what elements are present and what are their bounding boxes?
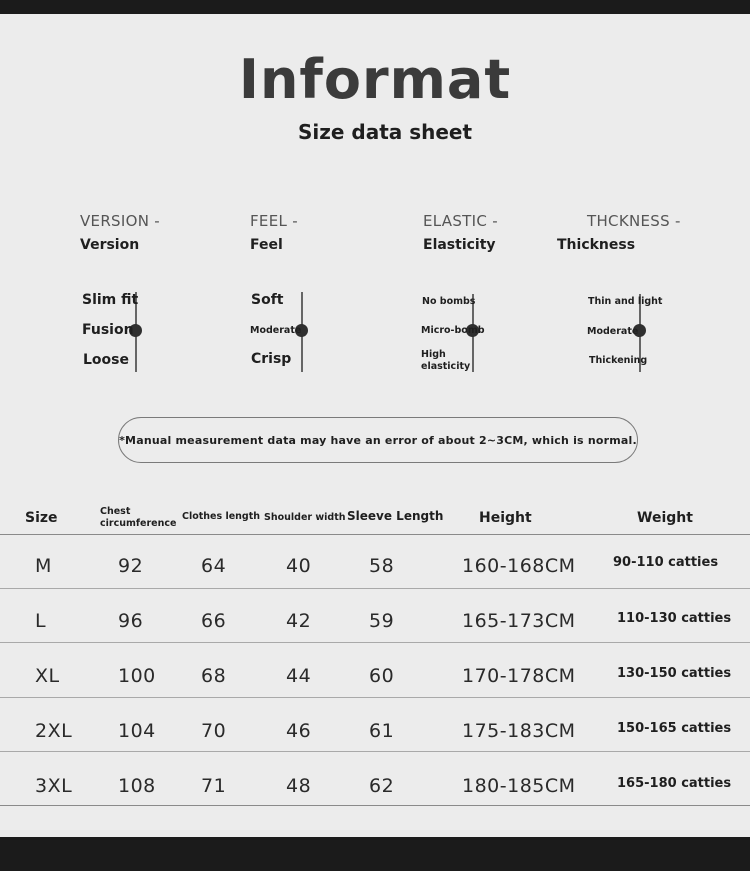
row-xl-length: 68 [201, 665, 227, 687]
elastic-option-high-elasticity: High elasticity [421, 349, 471, 372]
row-m-length: 64 [201, 555, 227, 577]
row-divider [0, 697, 750, 698]
header-shoulder-width: Shoulder width [264, 512, 346, 523]
row-xl-height: 170-178CM [462, 665, 576, 687]
elastic-option-no-bombs: No bombs [422, 296, 476, 307]
attr-version-lower: Version [80, 237, 140, 253]
row-3xl-weight: 165-180 catties [617, 776, 732, 791]
elastic-option-micro-bomb: Micro-bomb [421, 325, 485, 336]
row-m-weight: 90-110 catties [613, 555, 719, 570]
attr-version-upper: VERSION - [80, 212, 161, 230]
attr-thickness-upper: THCKNESS - [587, 212, 681, 230]
row-m-shoulder: 40 [286, 555, 312, 577]
top-border [0, 0, 750, 14]
row-xl-sleeve: 60 [369, 665, 395, 687]
header-weight: Weight [637, 510, 693, 526]
row-l-size: L [35, 610, 47, 632]
row-3xl-sleeve: 62 [369, 775, 395, 797]
page-title: Informat [238, 48, 512, 111]
thickness-option-thin-and-light: Thin and light [588, 296, 663, 307]
feel-option-crisp: Crisp [251, 351, 292, 367]
attr-elastic-lower: Elasticity [423, 237, 496, 253]
row-3xl-size: 3XL [35, 775, 73, 797]
page-subtitle: Size data sheet [297, 120, 473, 144]
attr-version [80, 212, 160, 253]
row-2xl-weight: 150-165 catties [617, 721, 732, 736]
row-xl-weight: 130-150 catties [617, 666, 732, 681]
attr-feel-lower: Feel [250, 237, 283, 253]
attr-thickness-lower: Thickness [557, 237, 636, 253]
row-xl-chest: 100 [118, 665, 156, 687]
row-2xl-size: 2XL [35, 720, 73, 742]
row-l-shoulder: 42 [286, 610, 312, 632]
table-bottom-line [0, 805, 750, 806]
row-divider [0, 642, 750, 643]
row-3xl-height: 180-185CM [462, 775, 576, 797]
row-m-chest: 92 [118, 555, 144, 577]
feel-option-moderate: Moderate [250, 325, 302, 336]
row-xl-size: XL [35, 665, 60, 687]
row-m-height: 160-168CM [462, 555, 576, 577]
thickness-option-thickening: Thickening [589, 355, 648, 366]
row-xl-shoulder: 44 [286, 665, 312, 687]
row-l-height: 165-173CM [462, 610, 576, 632]
feel-option-soft: Soft [251, 292, 284, 308]
header-clothes-length: Clothes length [182, 511, 261, 522]
row-l-sleeve: 59 [369, 610, 395, 632]
header-divider [0, 534, 750, 535]
row-2xl-shoulder: 46 [286, 720, 312, 742]
row-2xl-sleeve: 61 [369, 720, 395, 742]
thickness-option-moderate: Moderate [587, 326, 639, 337]
version-option-slim-fit: Slim fit [82, 292, 139, 308]
version-option-fusion: Fusion [82, 322, 134, 338]
row-3xl-chest: 108 [118, 775, 156, 797]
header-sleeve-length: Sleeve Length [347, 509, 444, 523]
row-m-size: M [35, 555, 52, 577]
row-2xl-length: 70 [201, 720, 227, 742]
measurement-note: *Manual measurement data may have an error of about 2~3CM, which is normal. [118, 417, 638, 463]
row-3xl-length: 71 [201, 775, 227, 797]
header-size: Size [25, 510, 58, 526]
row-3xl-shoulder: 48 [286, 775, 312, 797]
bottom-border [0, 837, 750, 871]
header-chest: Chest circumference [100, 506, 177, 529]
row-l-weight: 110-130 catties [617, 611, 732, 626]
attr-feel-upper: FEEL - [250, 212, 298, 230]
version-option-loose: Loose [83, 352, 129, 368]
row-l-chest: 96 [118, 610, 144, 632]
row-l-length: 66 [201, 610, 227, 632]
attr-elastic-upper: ELASTIC - [423, 212, 498, 230]
header-height: Height [479, 510, 532, 526]
row-m-sleeve: 58 [369, 555, 395, 577]
attr-thickness [557, 212, 681, 253]
row-divider [0, 588, 750, 589]
row-2xl-chest: 104 [118, 720, 156, 742]
attr-feel [250, 212, 298, 253]
attr-elastic [423, 212, 498, 253]
row-divider [0, 751, 750, 752]
row-2xl-height: 175-183CM [462, 720, 576, 742]
size-sheet [0, 14, 750, 837]
